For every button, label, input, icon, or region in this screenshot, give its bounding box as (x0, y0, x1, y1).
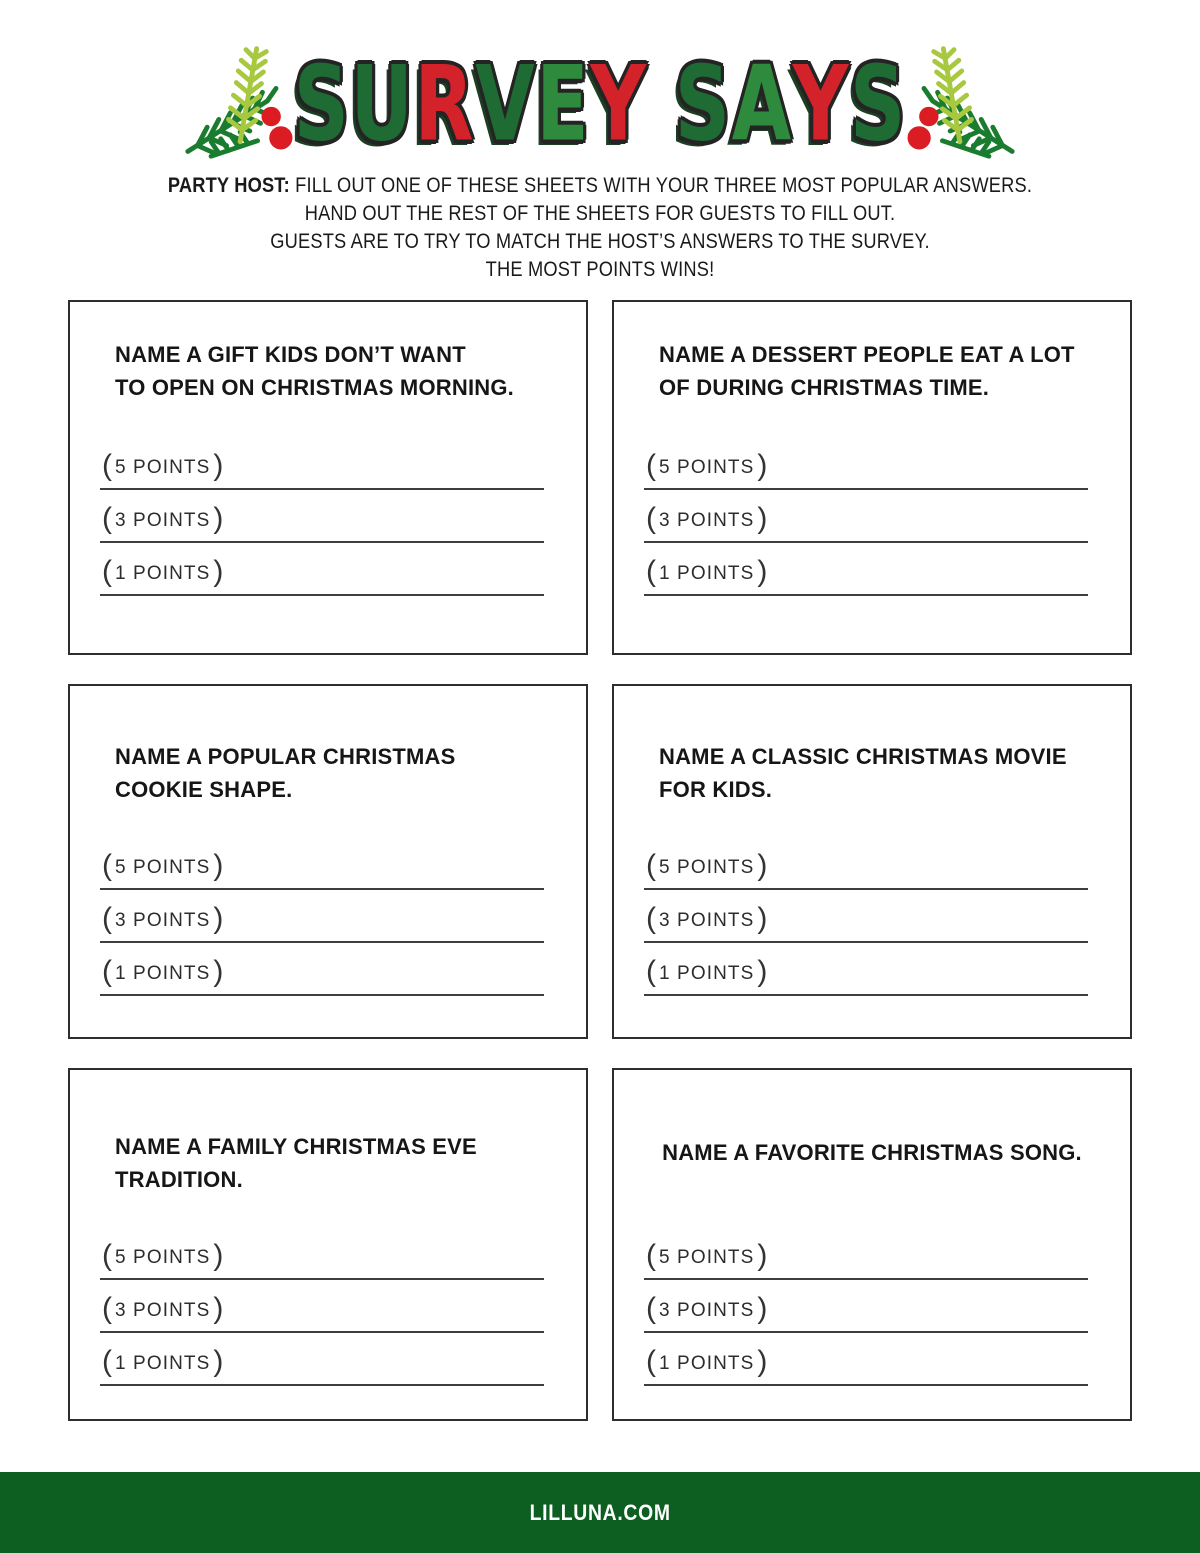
open-paren: ( (646, 1292, 656, 1325)
points-label-text: 3 POINTS (659, 1300, 755, 1321)
answer-lines (644, 1227, 1088, 1386)
answer-row-1pt (100, 1333, 544, 1386)
points-label (646, 449, 768, 483)
open-paren: ( (646, 955, 656, 988)
points-label-text: 5 POINTS (659, 857, 755, 878)
site-credit: LILLUNA.COM (529, 1499, 671, 1525)
berry-icon (919, 107, 938, 126)
points-label-text: 5 POINTS (115, 857, 211, 878)
question-text (115, 338, 550, 404)
question-line: OF DURING CHRISTMAS TIME. (659, 375, 990, 400)
answer-row-1pt (644, 943, 1088, 996)
question-line: NAME A CLASSIC CHRISTMAS MOVIE (659, 744, 1067, 769)
answer-row-3pts (644, 890, 1088, 943)
points-label (102, 449, 224, 483)
open-paren: ( (102, 1292, 112, 1325)
answer-row-5pts (100, 437, 544, 490)
answer-blank-line[interactable] (644, 594, 1088, 596)
open-paren: ( (646, 902, 656, 935)
answer-lines (100, 1227, 544, 1386)
open-paren: ( (646, 1239, 656, 1272)
header (0, 0, 1200, 170)
close-paren: ) (213, 1239, 224, 1272)
answer-row-5pts (100, 837, 544, 890)
title-text (293, 43, 907, 165)
close-paren: ) (213, 502, 224, 535)
open-paren: ( (102, 955, 112, 988)
points-label (102, 1292, 224, 1326)
question-card-movie (612, 684, 1132, 1039)
points-label-text: 3 POINTS (115, 910, 211, 931)
close-paren: ) (213, 1292, 224, 1325)
close-paren: ) (213, 1345, 224, 1378)
close-paren: ) (757, 502, 768, 535)
points-label (102, 955, 224, 989)
open-paren: ( (102, 449, 112, 482)
footer-bar (0, 1472, 1200, 1553)
question-line: NAME A GIFT KIDS DON’T WANT (115, 342, 466, 367)
answer-lines (644, 837, 1088, 996)
open-paren: ( (646, 502, 656, 535)
question-card-song (612, 1068, 1132, 1421)
question-line: TO OPEN ON CHRISTMAS MORNING. (115, 375, 514, 400)
points-label-text: 1 POINTS (115, 1353, 211, 1374)
points-label-text: 5 POINTS (659, 457, 755, 478)
title-letter: U (350, 43, 415, 165)
open-paren: ( (102, 1239, 112, 1272)
points-label (102, 902, 224, 936)
points-label (102, 555, 224, 589)
question-card-gift (68, 300, 588, 655)
answer-row-5pts (100, 1227, 544, 1280)
points-label (646, 1345, 768, 1379)
title-letter: E (536, 43, 591, 165)
open-paren: ( (102, 502, 112, 535)
answer-row-3pts (100, 490, 544, 543)
question-text (115, 740, 550, 806)
instructions-line: FILL OUT ONE OF THESE SHEETS WITH YOUR THREE MOST POPULAR ANSWERS. (295, 174, 1033, 197)
instructions-line: GUESTS ARE TO TRY TO MATCH THE HOST’S ANSWERS TO THE SURVEY. (270, 230, 930, 253)
answer-row-5pts (644, 837, 1088, 890)
answer-blank-line[interactable] (100, 1384, 544, 1386)
open-paren: ( (646, 1345, 656, 1378)
party-host-label: PARTY HOST: (167, 174, 290, 197)
close-paren: ) (213, 849, 224, 882)
answer-row-3pts (644, 490, 1088, 543)
answer-blank-line[interactable] (644, 1384, 1088, 1386)
question-cards-grid (68, 300, 1132, 1421)
answer-lines (100, 437, 544, 596)
close-paren: ) (757, 1345, 768, 1378)
close-paren: ) (213, 449, 224, 482)
close-paren: ) (213, 902, 224, 935)
page-title (0, 43, 1200, 165)
answer-row-1pt (100, 943, 544, 996)
close-paren: ) (213, 955, 224, 988)
open-paren: ( (102, 902, 112, 935)
title-letter: S (849, 43, 907, 165)
points-label-text: 3 POINTS (659, 510, 755, 531)
open-paren: ( (102, 849, 112, 882)
instructions (78, 172, 1122, 284)
question-text (659, 338, 1094, 404)
question-line: TRADITION. (115, 1167, 243, 1192)
open-paren: ( (646, 849, 656, 882)
answer-row-3pts (644, 1280, 1088, 1333)
close-paren: ) (757, 1292, 768, 1325)
close-paren: ) (213, 555, 224, 588)
pine-sprig-right-icon (892, 42, 1018, 160)
question-text (634, 1136, 1110, 1169)
answer-lines (644, 437, 1088, 596)
points-label-text: 1 POINTS (659, 1353, 755, 1374)
answer-row-3pts (100, 1280, 544, 1333)
points-label-text: 1 POINTS (115, 563, 211, 584)
points-label (102, 1345, 224, 1379)
title-letter: R (414, 43, 476, 165)
close-paren: ) (757, 555, 768, 588)
answer-blank-line[interactable] (100, 994, 544, 996)
points-label (646, 849, 768, 883)
question-card-tradition (68, 1068, 588, 1421)
question-text (115, 1130, 550, 1196)
points-label-text: 1 POINTS (115, 963, 211, 984)
points-label (646, 955, 768, 989)
answer-row-1pt (100, 543, 544, 596)
points-label-text: 1 POINTS (659, 563, 755, 584)
close-paren: ) (757, 955, 768, 988)
title-letter: S (674, 43, 732, 165)
points-label (646, 1239, 768, 1273)
close-paren: ) (757, 849, 768, 882)
answer-row-5pts (644, 1227, 1088, 1280)
title-letter: Y (792, 43, 850, 165)
title-letter: A (731, 43, 793, 165)
title-letter: V (475, 43, 537, 165)
close-paren: ) (757, 902, 768, 935)
points-label-text: 3 POINTS (115, 1300, 211, 1321)
points-label-text: 5 POINTS (115, 1247, 211, 1268)
points-label (646, 555, 768, 589)
light-pine-branch (934, 49, 972, 142)
question-line: NAME A DESSERT PEOPLE EAT A LOT (659, 342, 1075, 367)
question-line: COOKIE SHAPE. (115, 777, 293, 802)
open-paren: ( (102, 1345, 112, 1378)
points-label (646, 502, 768, 536)
question-card-dessert (612, 300, 1132, 655)
question-line: NAME A FAMILY CHRISTMAS EVE (115, 1134, 477, 1159)
question-card-cookie (68, 684, 588, 1039)
answer-row-3pts (100, 890, 544, 943)
points-label-text: 5 POINTS (115, 457, 211, 478)
instructions-line: HAND OUT THE REST OF THE SHEETS FOR GUESTS TO FILL OUT. (304, 202, 896, 225)
question-text (659, 740, 1094, 806)
open-paren: ( (646, 555, 656, 588)
answer-row-1pt (644, 543, 1088, 596)
answer-row-5pts (644, 437, 1088, 490)
points-label (646, 1292, 768, 1326)
open-paren: ( (646, 449, 656, 482)
points-label-text: 5 POINTS (659, 1247, 755, 1268)
close-paren: ) (757, 449, 768, 482)
berry-icon (908, 126, 931, 149)
points-label-text: 3 POINTS (115, 510, 211, 531)
title-letter: S (293, 43, 351, 165)
answer-lines (100, 837, 544, 996)
points-label (102, 502, 224, 536)
answer-blank-line[interactable] (100, 594, 544, 596)
instructions-line: THE MOST POINTS WINS! (485, 258, 715, 281)
points-label (102, 1239, 224, 1273)
points-label-text: 1 POINTS (659, 963, 755, 984)
question-line: NAME A FAVORITE CHRISTMAS SONG. (662, 1140, 1082, 1165)
points-label-text: 3 POINTS (659, 910, 755, 931)
points-label (646, 902, 768, 936)
answer-row-1pt (644, 1333, 1088, 1386)
close-paren: ) (757, 1239, 768, 1272)
answer-blank-line[interactable] (644, 994, 1088, 996)
question-line: FOR KIDS. (659, 777, 773, 802)
open-paren: ( (102, 555, 112, 588)
points-label (102, 849, 224, 883)
title-letter: Y (590, 43, 648, 165)
question-line: NAME A POPULAR CHRISTMAS (115, 744, 456, 769)
